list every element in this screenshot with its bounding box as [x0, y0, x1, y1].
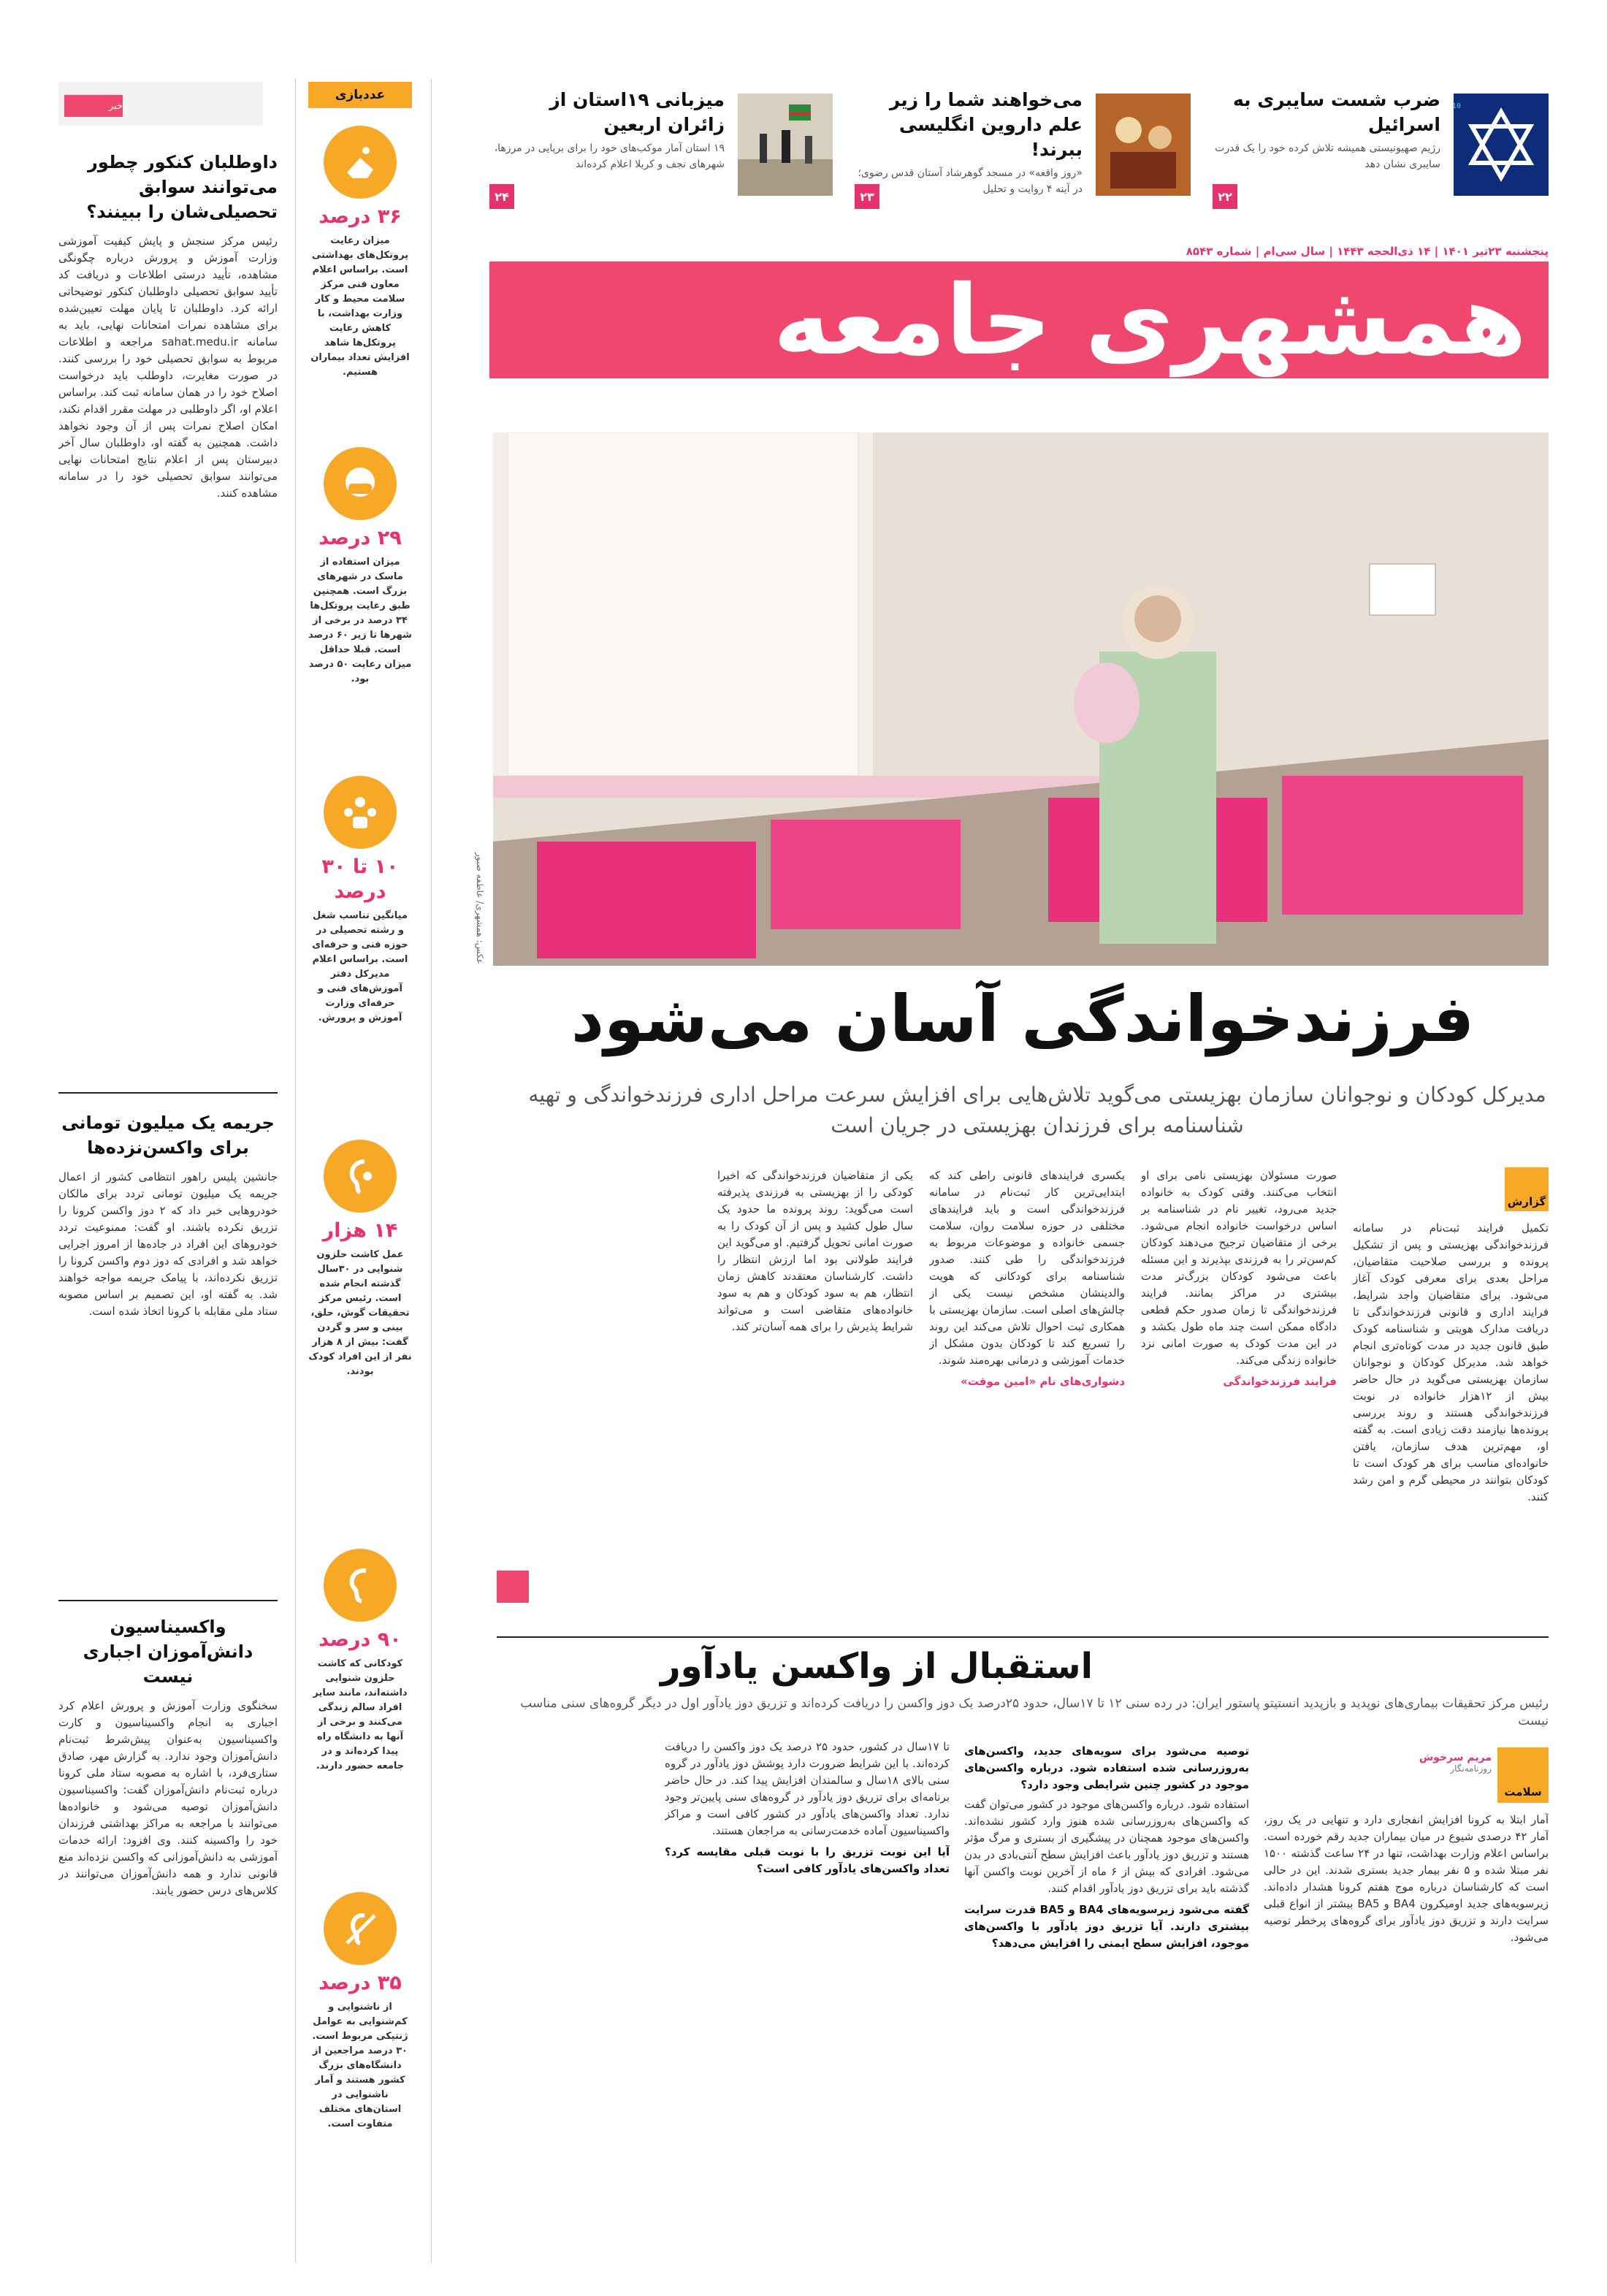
lead-subtitle: مدیرکل کودکان و نوجوانان سازمان بهزیستی می‌گوید تلاش‌هایی برای افزایش سرعت مراحل اداری فرزندخواندگی و تهیه شناسنامه برای فرزندان بهزیستی در جریان است [528, 1083, 1546, 1137]
stat-desc: میزان استفاده از ماسک در شهرهای بزرگ است. همچنین طبق رعایت پروتکل‌ها ۳۴ درصد در برخی از شهرها تا زیر ۶۰ درصد است. قبلا حداقل میزان رعایت ۵۰ درصد بود. [308, 557, 412, 684]
teaser-item[interactable] [1213, 79, 1549, 209]
news-brief [58, 1614, 278, 2165]
face-mask-icon [338, 462, 382, 506]
ear-icon [338, 1563, 382, 1607]
stat-icon-circle [324, 126, 397, 199]
teaser-item[interactable] [489, 79, 833, 209]
teaser-item[interactable] [855, 79, 1191, 209]
interview-question: گفته می‌شود زیرسویه‌های BA4 و BA5 قدرت سرایت بیشتری دارند. آیا تزریق دوز یادآور با واکسن‌های موجود، افزایش سطح ایمنی را افزایش می‌دهد؟ [964, 1903, 1249, 1950]
vaccine-paragraph: آمار ابتلا به کرونا افزایش انفجاری دارد و تنهایی در یک روز، آمار ۴۲ درصدی شیوع در میان بیماران جدید رقم خورده است. براساس اعلام وزارت بهداشت، تنها در ۲۴ ساعت گذشته ۱۵۰۰ نفر مبتلا شده و ۵ نفر بیمار جدید بستری شدند. این در حالی است که کارشناسان درباره موج هفتم کرونا هشدار داده‌اند. زیرسویه‌های جدید اومیکرون BA4 و BA5 بیشتر از انواع قبلی سرایت دارند و تزریق دوز یادآور برای گروه‌های پرخطر توصیه می‌شود. [1264, 1813, 1549, 1944]
lead-column [1353, 1220, 1549, 1629]
news-label: خبر [64, 95, 123, 117]
brief-title: جریمه یک میلیون تومانی برای واکسن‌نزده‌ها [61, 1113, 275, 1158]
vaccine-column [964, 1739, 1249, 2265]
lead-paragraph: یکی از متقاضیان فرزندخواندگی که اخیرا کودکی را از بهزیستی به فرزندی پذیرفته است می‌گوید: روند پرونده ما حدود یک سال طول کشید و پس از آن کودک را به صورت امانی تحویل گرفتیم. او می‌گوید این فرایند طولانی بود اما ارزش انتظار را داشت. کارشناسان معتقدند کاهش زمان انتظار، هم به سود کودکان و هم به سود خانواده‌های متقاضی است و می‌تواند شرایط پذیرش را برای همه آسان‌تر کند. [717, 1169, 913, 1333]
stat-icon-circle [324, 776, 397, 849]
teaser-desc: «روز واقعه» در مسجد گوهرشاد آستان قدس رضوی؛ در آینه ۴ روایت و تحلیل [858, 167, 1083, 195]
teaser-title: ضرب شست سایبری به اسرائیل [1232, 89, 1440, 135]
stat-value: ۳۶ درصد [318, 205, 402, 228]
pilgrims-image-icon [738, 94, 833, 196]
news-brief [58, 150, 278, 1007]
stat-desc: عمل کاشت حلزون شنوایی در ۳۰سال گذشته انجام شده است. رئیس مرکز تحقیقات گوش، حلق، بینی و سر و گردن گفت: بیش از ۸ هزار نفر از این افراد کودک بودند. [308, 1249, 412, 1377]
brief-title: واکسیناسیون دانش‌آموزان اجباری نیست [83, 1617, 253, 1687]
stat-desc: میزان رعایت پروتکل‌های بهداشتی است. براساس اعلام معاون فنی مرکز سلامت محیط و کار وزارت بهداشت، با کاهش رعایت پروتکل‌ها شاهد افزایش تعداد بیماران هستیم. [310, 235, 410, 378]
photo-credit: عکس: همشهری/ عاطفه صبور [475, 853, 485, 964]
dateline: پنجشنبه ۲۳تیر ۱۴۰۱ | ۱۴ ذی‌الحجه ۱۴۴۳ | سال سی‌ام | شماره ۸۵۴۳ [1186, 245, 1549, 258]
lead-paragraph: صورت مسئولان بهزیستی نامی برای او انتخاب می‌کنند. وقتی کودک به خانواده جدید می‌رود، تغییر نام در شناسنامه بر اساس درخواست خانواده انجام می‌شود. برخی از متقاضیان ترجیح می‌دهند کودکان کم‌سن‌تر را به فرزندی بپذیرند و این مسئله باعث می‌شود کودکان بزرگ‌تر مدت بیشتری در مراکز بمانند. فرایند فرزندخواندگی تا زمان صدور حکم قطعی دادگاه ممکن است چند ماه طول بکشد و در این مدت کودک به صورت امانی نزد خانواده زندگی می‌کند. [1141, 1169, 1337, 1367]
lead-paragraph: تکمیل فرایند ثبت‌نام در سامانه فرزندخواندگی بهزیستی و پس از تشکیل پرونده و بررسی صلاحیت متقاضیان، مراحل بعدی برای معرفی کودک آغاز می‌شود. برای متقاضیان واجد شرایط، فرایند اداری و قانونی فرزندخواندگی تا دریافت مدارک هویتی و شناسنامه کودک طبق قانون جدید در مدت کوتاه‌تری انجام خواهد شد. مدیرکل کودکان و نوجوانان سازمان بهزیستی می‌گوید در حال حاضر بیش از ۱۲هزار خانواده در نوبت فرزندخواندگی هستند و روند بررسی پرونده‌ها نیازمند دقت زیادی است. به گفته او، مهم‌ترین هدف سازمان، یافتن خانواده‌ای مناسب برای هر کودک است تا کودکان بتوانند در محیطی گرم و امن رشد کنند. [1353, 1221, 1549, 1503]
interview-question: آیا این نوبت تزریق را با نوبت قبلی مقایسه کرد؟ تعداد واکسن‌های یادآور کافی است؟ [665, 1845, 950, 1875]
stat-item [308, 1549, 412, 1774]
vaccine-column [1264, 1812, 1549, 2265]
column-divider [431, 79, 432, 2263]
news-label-bar [58, 82, 263, 126]
stat-item [308, 776, 412, 1026]
hearing-impaired-icon [338, 1907, 382, 1950]
author-role: روزنامه‌نگار [1450, 1763, 1492, 1774]
people-icon [338, 790, 382, 834]
end-marker [497, 1571, 529, 1603]
masthead-banner [489, 262, 1549, 378]
stat-item [308, 447, 412, 687]
news-brief [58, 1110, 278, 1519]
stat-desc: از ناشنوایی و کم‌شنوایی به عوامل ژنتیکی مربوط است. ۳۰ درصد مراجعین از دانشگاه‌های بزرگ کشور هستند و آمار ناشنوایی در استان‌های مختلف متفاوت است. [312, 2002, 408, 2129]
vaccine-title: استقبال از واکسن یادآور [660, 1646, 1093, 1687]
brief-title: داوطلبان کنکور چطور می‌توانند سوابق تحصیلی‌شان را ببینند؟ [86, 152, 278, 222]
vaccine-author [1389, 1752, 1492, 1774]
stat-value: ۳۵ درصد [318, 1972, 402, 1994]
stat-desc: کودکانی که کاشت حلزون شنوایی داشته‌اند، مانند سایر افراد سالم زندگی می‌کنند و برخی از آنها به دانشگاه راه پیدا کرده‌اند و در جامعه حضور دارند. [313, 1658, 408, 1771]
section-divider [497, 1636, 1549, 1638]
stats-label: عددبازی [308, 82, 412, 108]
stat-item [308, 126, 412, 380]
stat-value: ۱۰ تا ۳۰ درصد [321, 855, 399, 903]
author-name: مریم سرخوش [1419, 1752, 1492, 1763]
lead-label: گزارش [1505, 1167, 1549, 1211]
vaccine-column [665, 1739, 950, 2265]
lead-subhead: دشواری‌های نام «امین موقت» [961, 1375, 1125, 1388]
stat-item [308, 1140, 412, 1379]
painting-image-icon [1096, 94, 1191, 196]
lead-subhead: فرایند فرزندخواندگی [1223, 1375, 1337, 1388]
vaccine-label: سلامت [1497, 1747, 1549, 1803]
lead-column [717, 1167, 913, 1576]
column-divider [295, 79, 296, 2263]
lead-photo [493, 432, 1549, 966]
teaser-thumb [738, 94, 833, 196]
teaser-page-number: ۲۲ [1213, 184, 1237, 209]
teaser-desc: رژیم صهیونیستی همیشه تلاش کرده خود را یک قدرت سایبری نشان دهد [1215, 142, 1440, 170]
stat-desc: میانگین تناسب شغل و رشته تحصیلی در حوزه فنی و حرفه‌ای است. براساس اعلام مدیرکل دفتر آموزش‌های فنی و حرفه‌ای وزارت آموزش و پرورش. [312, 910, 408, 1023]
stat-icon-circle [324, 1892, 397, 1965]
lead-title: فرزندخواندگی آسان می‌شود [570, 981, 1475, 1056]
teaser-title: می‌خواهند شما را زیر علم داروین انگلیسی ببرند! [889, 89, 1083, 160]
cochlear-implant-icon [338, 1154, 382, 1198]
teaser-title: میزبانی ۱۹استان از زائران اربعین [549, 89, 725, 135]
stat-item [308, 1892, 412, 2132]
brief-divider [58, 1092, 278, 1094]
lead-column [929, 1167, 1125, 1628]
stat-icon-circle [324, 1140, 397, 1213]
cyber-image-icon [1454, 94, 1549, 196]
stat-icon-circle [324, 1549, 397, 1622]
brief-body: جانشین پلیس راهور انتظامی کشور از اعمال جریمه یک میلیون تومانی تردد برای مالکان خودروهایی خبر داد که ۲ دوز واکسن کرونا را تزریق نکرده باشند. او گفت: ممنوعیت تردد خودروهای این افراد در جاده‌ها از امروز اجرایی خواهد شد و افرادی که دوز دوم واکسن کرونا را تزریق نکرده‌اند، با پیامک جریمه مواجه خواهند شد. به گفته او، این تصمیم بر اساس مصوبه ستاد ملی مقابله با کرونا اتخاذ شده است. [58, 1170, 278, 1318]
teaser-thumb [1454, 94, 1549, 196]
svg-text:1010 0110: 10 [1454, 102, 1461, 110]
teaser-desc: ۱۹ استان آمار موکب‌های خود را برای برپایی در مرزها، شهرهای نجف و کربلا اعلام کرده‌اند [494, 142, 725, 170]
brief-body: رئیس مرکز سنجش و پایش کیفیت آموزشی وزارت آموزش و پرورش درباره چگونگی مشاهده، تأیید درستی اطلاعات و دریافت کد تأیید سوابق تحصیلی داوطلبان کنکور توضیحاتی ارائه کرد. داوطلبان تا پایان مهلت تعیین‌شده برای مشاهده نمرات امتحانات نهایی، باید به سامانه sahat.medu.ir مراجعه و اطلاعات مربوط به سوابق تحصیلی خود را بررسی کنند. در صورت مغایرت، داوطلب باید درخواست اصلاح خود را در همان سامانه ثبت کند. براساس اعلام او، اگر داوطلبی در مهلت مقرر اقدام نکند، امکان اصلاح نمرات پس از آن وجود نخواهد داشت. همچنین به گفته او، داوطلبان سال آخر دبیرستان پس از اعلام نتایج امتحانات نهایی می‌توانند سوابق تحصیلی خود را در سامانه مشاهده کنند. [58, 234, 278, 500]
lead-column [1141, 1167, 1337, 1628]
teaser-thumb [1096, 94, 1191, 196]
masthead-logo: همشهری جامعه [773, 264, 1527, 377]
teaser-page-number: ۲۳ [855, 184, 879, 209]
vaccine-paragraph: استفاده شود. درباره واکسن‌های موجود در کشور می‌توان گفت که واکسن‌های به‌روزرسانی شده هنوز وارد کشور نشده‌اند. واکسن‌های موجود همچنان در پیشگیری از بستری و مرگ مؤثر هستند و تزریق دوز یادآور باعث افزایش سطح آنتی‌بادی در بدن می‌شود. افرادی که بیش از ۶ ماه از آخرین نوبت واکسن آنها گذشته باید برای تزریق دوز یادآور اقدام کنند. [964, 1798, 1249, 1895]
brief-divider [58, 1600, 278, 1601]
vaccine-paragraph: تا ۱۷سال در کشور، حدود ۲۵ درصد یک دوز واکسن را دریافت کرده‌اند. با این شرایط ضرورت دارد پوشش دوز یادآور در گروه سنی بالای ۱۸سال و سالمندان افزایش پیدا کند. در حال حاضر برنامه‌ای برای تزریق دوز یادآور در گروه‌های سنی پایین‌تر وجود ندارد. تعداد واکسن‌های یادآور در کشور کافی است و مراکز واکسیناسیون آماده خدمت‌رسانی به مراجعان هستند. [665, 1740, 950, 1837]
vaccine-subtitle: رئیس مرکز تحقیقات بیماری‌های نوپدید و بازپدید انستیتو پاستور ایران: در رده سنی ۱۲ تا ۱۷سال، حدود ۲۵درصد یک دوز واکسن را دریافت کرده‌اند و تزریق دوز یادآور اول در دیگر گروه‌های سنی مناسب نیست [520, 1696, 1549, 1728]
brief-body: سخنگوی وزارت آموزش و پرورش اعلام کرد اجباری به انجام واکسیناسیون و کارت واکسیناسیون به‌عنوان پیش‌شرط ثبت‌نام دانش‌آموزان وجود ندارد. به گزارش مهر، صادق ستاری‌فرد، با اشاره به مصوبه ستاد ملی کرونا درباره ثبت‌نام دانش‌آموزان گفت: واکسیناسیون دانش‌آموزان توصیه می‌شود و خانواده‌ها می‌توانند با مراجعه به مراکز بهداشتی فرزندان خود را واکسینه کنند. وی افزود: ارائه خدمات آموزشی به دانش‌آموزانی که واکسن نزده‌اند منع قانونی ندارد و همه دانش‌آموزان می‌توانند در کلاس‌های درس حضور یابند. [58, 1699, 278, 1897]
stat-value: ۲۹ درصد [318, 527, 402, 549]
teaser-strip [489, 79, 1549, 225]
hand-wash-icon [338, 140, 382, 184]
interview-question: توصیه می‌شود برای سویه‌های جدید، واکسن‌های به‌روزرسانی شده استفاده شود. درباره واکسن‌های موجود در کشور چنین شرایطی وجود دارد؟ [964, 1744, 1249, 1791]
stat-value: ۹۰ درصد [318, 1628, 402, 1651]
stat-icon-circle [324, 447, 397, 520]
nursery-photo-illustration [493, 432, 1549, 966]
stat-value: ۱۴ هزار [322, 1219, 398, 1242]
lead-paragraph: یکسری فرایندهای قانونی راطی کند که ابتدایی‌ترین کار ثبت‌نام در سامانه فرزندخواندگی است و باید فرایندهای مختلفی در حوزه سلامت روان، سلامت جسمی خانواده و موضوعات مربوط به فرزندخواندگی را طی کنند. صدور شناسنامه برای کودکانی که هویت والدینشان مشخص نیست یکی از چالش‌های اصلی است. سازمان بهزیستی با همکاری ثبت احوال تلاش می‌کند این روند را تسریع کند تا کودکان بدون مشکل از خدمات آموزشی و درمانی بهره‌مند شوند. [929, 1169, 1125, 1367]
teaser-page-number: ۲۴ [489, 184, 514, 209]
